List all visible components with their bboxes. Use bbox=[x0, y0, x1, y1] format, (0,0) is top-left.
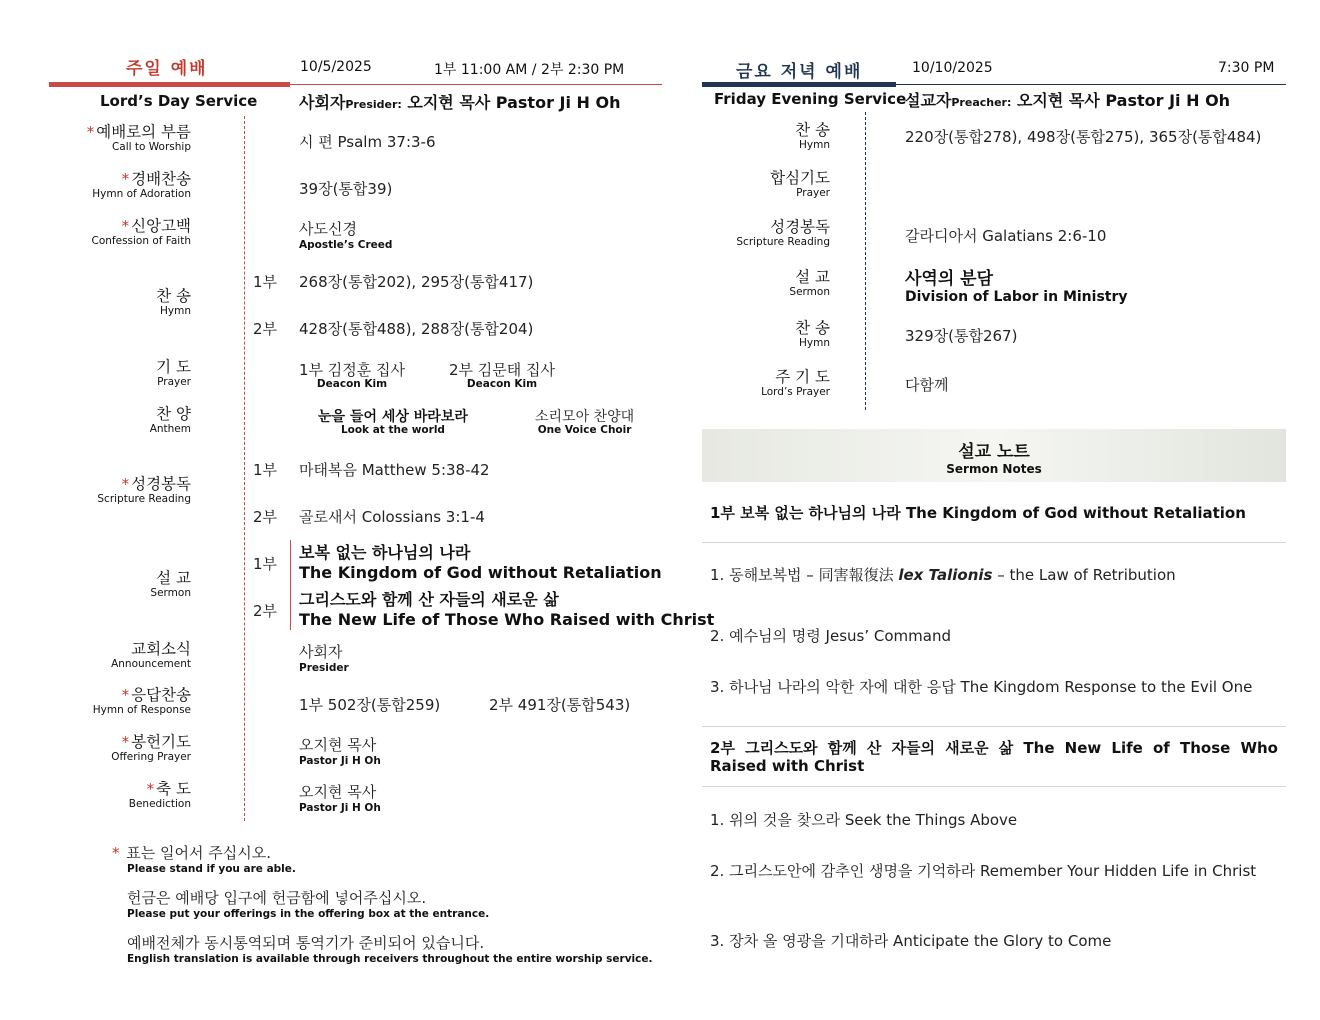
friday-title-bar bbox=[702, 82, 896, 87]
sunday-divider bbox=[244, 116, 245, 821]
friday-label-hymn: 찬 송 Hymn bbox=[795, 121, 830, 151]
notes-rule bbox=[702, 786, 1286, 787]
prayer-value2: 2부 김문태 집사 Deacon Kim bbox=[449, 361, 556, 390]
preacher-line bbox=[905, 88, 1230, 111]
scripture-value1: 마태복음 Matthew 5:38-42 bbox=[299, 461, 490, 479]
anthem-value1: 눈을 들어 세상 바라보라 Look at the world bbox=[318, 409, 468, 436]
hymn-value2: 428장(통합488), 288장(통합204) bbox=[299, 320, 534, 338]
notes-rule bbox=[702, 726, 1286, 727]
value-announcement: 사회자 Presider bbox=[299, 643, 349, 674]
notes-point-1c: 3. 하나님 나라의 악한 자에 대한 응답 The Kingdom Response to the Evil One bbox=[710, 678, 1253, 696]
value-hymn-of-adoration: 39장(통합39) bbox=[299, 180, 393, 198]
sermon-accent-line bbox=[290, 540, 291, 630]
sunday-subtitle: Lord’s Day Service bbox=[100, 92, 258, 110]
label-scripture-reading: * 성경봉독 Scripture Reading bbox=[97, 475, 191, 505]
friday-label-hymn2: 찬 송 Hymn bbox=[795, 319, 830, 349]
anthem-value2: 소리모아 찬양대 One Voice Choir bbox=[535, 409, 635, 436]
sermon-title1-en: The Kingdom of God without Retaliation bbox=[299, 563, 662, 582]
friday-title: 금요 저녁 예배 bbox=[736, 62, 863, 82]
value-benediction: 오지현 목사 Pastor Ji H Oh bbox=[299, 783, 381, 814]
value-call-to-worship: 시 편 Psalm 37:3-6 bbox=[299, 133, 436, 151]
friday-label-sermon: 설 교 Sermon bbox=[789, 268, 830, 298]
sunday-title-rule bbox=[290, 84, 662, 85]
label-benediction: * 축 도 Benediction bbox=[128, 780, 191, 810]
notes-point-2c: 3. 장차 올 영광을 기대하라 Anticipate the Glory to Come bbox=[710, 932, 1112, 950]
response-value2: 2부 491장(통합543) bbox=[489, 696, 631, 714]
sermon-part1: 1부 bbox=[253, 555, 278, 573]
sunday-date: 10/5/2025 bbox=[300, 59, 372, 75]
standing-star: * bbox=[86, 123, 95, 141]
sermon-notes-title: 설교 노트 bbox=[958, 442, 1030, 462]
label-hymn: 찬 송 Hymn bbox=[156, 287, 191, 317]
response-value1: 1부 502장(통합259) bbox=[299, 696, 441, 714]
notes-point-2b: 2. 그리스도안에 감추인 생명을 기억하라 Remember Your Hidden Life in Christ bbox=[710, 862, 1257, 880]
value-offering-prayer: 오지현 목사 Pastor Ji H Oh bbox=[299, 736, 381, 767]
sermon-title1: 보복 없는 하나님의 나라 bbox=[299, 543, 471, 562]
hymn-part1: 1부 bbox=[253, 273, 278, 291]
friday-value-hymn2: 329장(통합267) bbox=[905, 327, 1018, 345]
notes-point-2a: 1. 위의 것을 찾으라 Seek the Things Above bbox=[710, 811, 1018, 829]
label-anthem: 찬 양 Anthem bbox=[149, 405, 191, 435]
friday-label-scripture: 성경봉독 Scripture Reading bbox=[736, 218, 830, 248]
notes-heading-1: 1부 보복 없는 하나님의 나라 The Kingdom of God without Retaliation bbox=[710, 504, 1246, 522]
friday-value-hymn: 220장(통합278), 498장(통합275), 365장(통합484) bbox=[905, 128, 1262, 146]
notes-point-1b: 2. 예수님의 명령 Jesus’ Command bbox=[710, 627, 951, 645]
sermon-title2: 그리스도와 함께 산 자들의 새로운 삶 bbox=[299, 590, 559, 609]
presider-name: 오지현 목사 Pastor Ji H Oh bbox=[407, 93, 621, 112]
preacher-label-en: Preacher: bbox=[951, 96, 1012, 109]
hymn-part2: 2부 bbox=[253, 320, 278, 338]
preacher-name: 오지현 목사 Pastor Ji H Oh bbox=[1016, 91, 1231, 110]
friday-value-sermon: 사역의 분담 Division of Labor in Ministry bbox=[905, 269, 1128, 305]
scripture-part1: 1부 bbox=[253, 461, 278, 479]
presider-label: 사회자 bbox=[299, 93, 346, 112]
sermon-notes-title-en: Sermon Notes bbox=[946, 462, 1042, 476]
label-hymn-of-response: * 응답찬송 Hymn of Response bbox=[92, 686, 191, 716]
sunday-times: 1부 11:00 AM / 2부 2:30 PM bbox=[434, 62, 625, 78]
label-call-to-worship: * 예배로의 부름 Call to Worship bbox=[86, 123, 191, 153]
friday-value-lords-prayer: 다함께 bbox=[905, 376, 949, 394]
label-confession-of-faith: * 신앙고백 Confession of Faith bbox=[91, 217, 191, 247]
friday-title-rule bbox=[896, 84, 1286, 85]
presider-label-en: Presider: bbox=[345, 98, 402, 111]
note-translation: 예배전체가 동시통역되며 통역기가 준비되어 있습니다. English translation is available through receivers throughout the entire worship service. bbox=[127, 934, 653, 965]
scripture-part2: 2부 bbox=[253, 508, 278, 526]
notes-point-1a: 1. 동해보복법 – 同害報復法 lex Talionis – the Law of Retribution bbox=[710, 566, 1176, 584]
friday-subtitle: Friday Evening Service bbox=[714, 90, 907, 108]
value-confession-of-faith: 사도신경 Apostle’s Creed bbox=[299, 220, 393, 251]
sunday-title: 주일 예배 bbox=[126, 59, 208, 79]
friday-value-scripture: 갈라디아서 Galatians 2:6-10 bbox=[905, 227, 1107, 245]
note-offering: 헌금은 예배당 입구에 헌금함에 넣어주십시오. Please put your offerings in the offering box at the entrance. bbox=[127, 889, 490, 920]
notes-heading-2: 2부 그리스도와 함께 산 자들의 새로운 삶 The New Life of Those Who Raised with Christ bbox=[710, 739, 1278, 775]
friday-divider bbox=[865, 112, 866, 410]
note-stand: * 표는 일어서 주십시오. Please stand if you are able. bbox=[112, 844, 296, 875]
label-prayer: 기 도 Prayer bbox=[156, 358, 191, 388]
sunday-title-bar bbox=[49, 82, 290, 87]
friday-label-lords-prayer: 주 기 도 Lord’s Prayer bbox=[761, 368, 830, 398]
sermon-notes-banner bbox=[702, 429, 1286, 482]
sermon-title2-en: The New Life of Those Who Raised with Christ bbox=[299, 610, 715, 629]
friday-label-prayer: 합심기도 Prayer bbox=[770, 169, 830, 199]
scripture-value2: 골로새서 Colossians 3:1-4 bbox=[299, 508, 485, 526]
notes-rule bbox=[702, 542, 1286, 543]
label-hymn-of-adoration: * 경배찬송 Hymn of Adoration bbox=[92, 170, 191, 200]
label-sermon: 설 교 Sermon bbox=[150, 569, 191, 599]
prayer-value1: 1부 김정훈 집사 Deacon Kim bbox=[299, 361, 406, 390]
preacher-label: 설교자 bbox=[905, 91, 952, 110]
friday-time: 7:30 PM bbox=[1218, 60, 1275, 76]
friday-date: 10/10/2025 bbox=[912, 60, 993, 76]
presider-line bbox=[299, 90, 621, 113]
sermon-part2: 2부 bbox=[253, 602, 278, 620]
label-offering-prayer: * 봉헌기도 Offering Prayer bbox=[111, 733, 191, 763]
label-announcement: 교회소식 Announcement bbox=[111, 640, 191, 670]
hymn-value1: 268장(통합202), 295장(통합417) bbox=[299, 273, 534, 291]
